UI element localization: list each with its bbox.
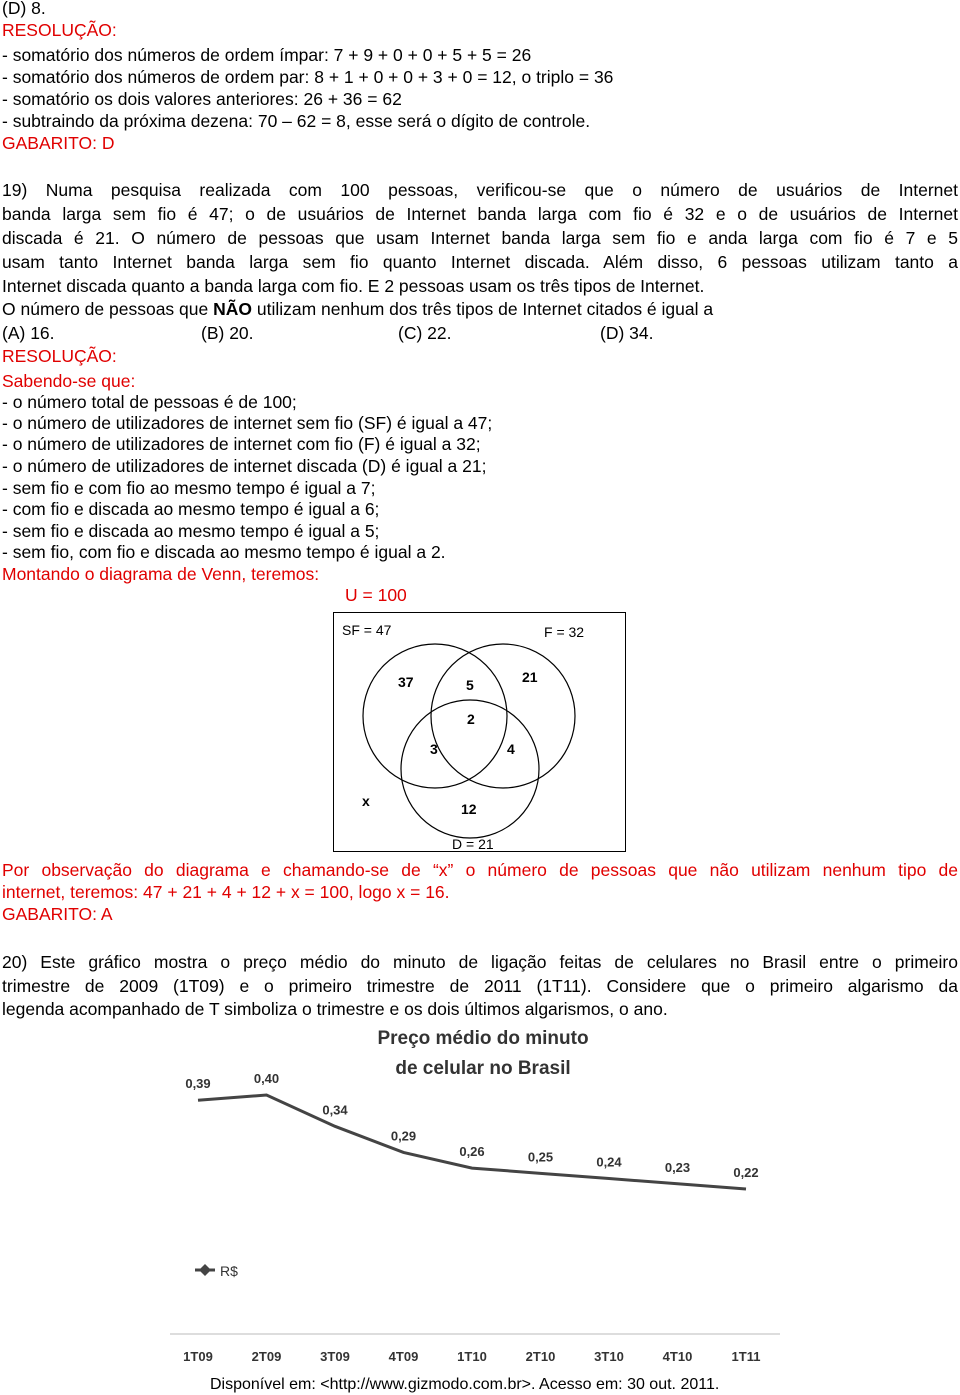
legend-label: R$ bbox=[220, 1263, 238, 1279]
resolution-title: RESOLUÇÃO: bbox=[2, 346, 117, 366]
x-tick-label: 4T10 bbox=[662, 1349, 693, 1364]
resolution-line: - o número de utilizadores de internet discada (D) é igual a 21; bbox=[2, 456, 487, 476]
legend-marker bbox=[199, 1264, 211, 1276]
resolution-line: - subtraindo da próxima dezena: 70 – 62 = 8, esse será o dígito de controle. bbox=[2, 111, 591, 131]
q19-text-line: Internet discada quanto a banda larga com fio. E 2 pessoas usam os três tipos de Internet. bbox=[2, 276, 705, 296]
series-line bbox=[198, 1095, 746, 1189]
q20-text-line: legenda acompanhado de T simboliza o trimestre e os dois últimos algarismos, o ano. bbox=[2, 999, 668, 1019]
resolution-line: - o número de utilizadores de internet sem fio (SF) é igual a 47; bbox=[2, 413, 493, 433]
data-label: 0,40 bbox=[253, 1071, 280, 1086]
data-label: 0,22 bbox=[733, 1165, 759, 1180]
q20-text-line: trimestre de 2009 (1T09) e o primeiro trimestre de 2011 (1T11). Considere que o primeiro algarismo da bbox=[2, 976, 958, 996]
source-citation: Disponível em: <http://www.gizmodo.com.br>. Acesso em: 30 out. 2011. bbox=[210, 1376, 720, 1393]
venn-circle-sf bbox=[363, 644, 507, 788]
answer-key: GABARITO: A bbox=[2, 904, 113, 924]
venn-region-sf-d: 3 bbox=[430, 741, 438, 757]
venn-region-sf-f: 5 bbox=[466, 677, 474, 693]
venn-region-only-f: 21 bbox=[522, 669, 538, 685]
q20-text-line: 20) Este gráfico mostra o preço médio do minuto de ligação feitas de celulares no Brasil entre o primeiro bbox=[2, 952, 958, 972]
observation-line: internet, teremos: 47 + 21 + 4 + 12 + x = 100, logo x = 16. bbox=[2, 882, 450, 902]
chart-title-line-1: Preço médio do minuto bbox=[377, 1028, 589, 1049]
data-label: 0,23 bbox=[664, 1159, 691, 1175]
data-label: 0,24 bbox=[596, 1154, 622, 1170]
q19-option-c: (C) 22. bbox=[398, 323, 452, 343]
x-tick-label: 3T10 bbox=[594, 1349, 624, 1364]
resolution-line: - o número de utilizadores de internet com fio (F) é igual a 32; bbox=[2, 434, 481, 454]
resolution-line: Sabendo-se que: bbox=[2, 371, 136, 391]
venn-set-label-d: D = 21 bbox=[452, 836, 494, 851]
venn-region-all: 2 bbox=[467, 711, 475, 727]
chart-title-line-2: de celular no Brasil bbox=[395, 1058, 571, 1079]
resolution-line: - somatório dos números de ordem ímpar: 7 + 9 + 0 + 0 + 5 + 5 = 26 bbox=[2, 45, 532, 65]
venn-set-label-sf: SF = 47 bbox=[342, 622, 392, 638]
data-label: 0,39 bbox=[185, 1076, 211, 1092]
q19-option-b: (B) 20. bbox=[201, 323, 254, 343]
venn-region-only-d: 12 bbox=[461, 801, 477, 817]
resolution-line: Montando o diagrama de Venn, teremos: bbox=[2, 564, 320, 584]
resolution-line: - somatório os dois valores anteriores: 26 + 36 = 62 bbox=[2, 89, 402, 109]
q19-question-emphasis: NÃO bbox=[213, 299, 252, 319]
q19-option-a: (A) 16. bbox=[2, 323, 55, 343]
resolution-title: RESOLUÇÃO: bbox=[2, 20, 117, 40]
x-tick-label: 1T10 bbox=[457, 1349, 487, 1364]
venn-region-f-d: 4 bbox=[507, 741, 515, 757]
venn-circle-f bbox=[431, 644, 575, 788]
x-tick-label: 4T09 bbox=[388, 1349, 419, 1364]
q19-text-line: discada é 21. O número de pessoas que usam Internet banda larga sem fio e anda larga com fio é 7 e 5 bbox=[2, 228, 958, 248]
venn-svg bbox=[334, 613, 625, 851]
x-tick-label: 2T10 bbox=[525, 1349, 556, 1364]
venn-set-label-f: F = 32 bbox=[544, 624, 585, 640]
x-tick-label: 1T09 bbox=[183, 1349, 213, 1364]
q19-text-line: usam tanto Internet banda larga sem fio quanto Internet discada. Além disso, 6 pessoas utilizam tanto a bbox=[2, 252, 958, 272]
data-label: 0,34 bbox=[322, 1102, 348, 1118]
q19-question: O número de pessoas que NÃO utilizam nenhum dos três tipos de Internet citados é igual a bbox=[2, 299, 714, 319]
resolution-line: - sem fio e com fio ao mesmo tempo é igual a 7; bbox=[2, 478, 376, 498]
resolution-line: - o número total de pessoas é de 100; bbox=[2, 392, 297, 412]
resolution-line: - com fio e discada ao mesmo tempo é igual a 6; bbox=[2, 499, 380, 519]
q19-text-line: 19) Numa pesquisa realizada com 100 pessoas, verificou-se que o número de usuários de Internet bbox=[2, 180, 958, 200]
venn-diagram bbox=[333, 612, 626, 852]
venn-region-outside: x bbox=[362, 793, 370, 809]
observation-line: Por observação do diagrama e chamando-se de “x” o número de pessoas que não utilizam nenhum tipo de bbox=[2, 860, 958, 880]
resolution-line: - somatório dos números de ordem par: 8 + 1 + 0 + 0 + 3 + 0 = 12, o triplo = 36 bbox=[2, 67, 614, 87]
universe-label: U = 100 bbox=[345, 585, 407, 605]
price-line-chart bbox=[0, 1022, 960, 1377]
x-tick-label: 3T09 bbox=[320, 1349, 350, 1364]
answer-key: GABARITO: D bbox=[2, 133, 115, 153]
previous-option: (D) 8. bbox=[2, 0, 46, 18]
venn-region-only-sf: 37 bbox=[398, 674, 414, 690]
x-tick-label: 1T11 bbox=[731, 1349, 761, 1364]
data-label: 0,25 bbox=[527, 1149, 554, 1165]
q19-text-line: banda larga sem fio é 47; o de usuários de Internet banda larga com fio é 32 e o de usuários de Internet bbox=[2, 204, 958, 224]
resolution-line: - sem fio e discada ao mesmo tempo é igual a 5; bbox=[2, 521, 380, 541]
q19-option-d: (D) 34. bbox=[600, 323, 654, 343]
data-label: 0,29 bbox=[390, 1128, 417, 1144]
x-tick-label: 2T09 bbox=[251, 1349, 282, 1364]
resolution-line: - sem fio, com fio e discada ao mesmo tempo é igual a 2. bbox=[2, 542, 446, 562]
data-label: 0,26 bbox=[459, 1144, 485, 1160]
